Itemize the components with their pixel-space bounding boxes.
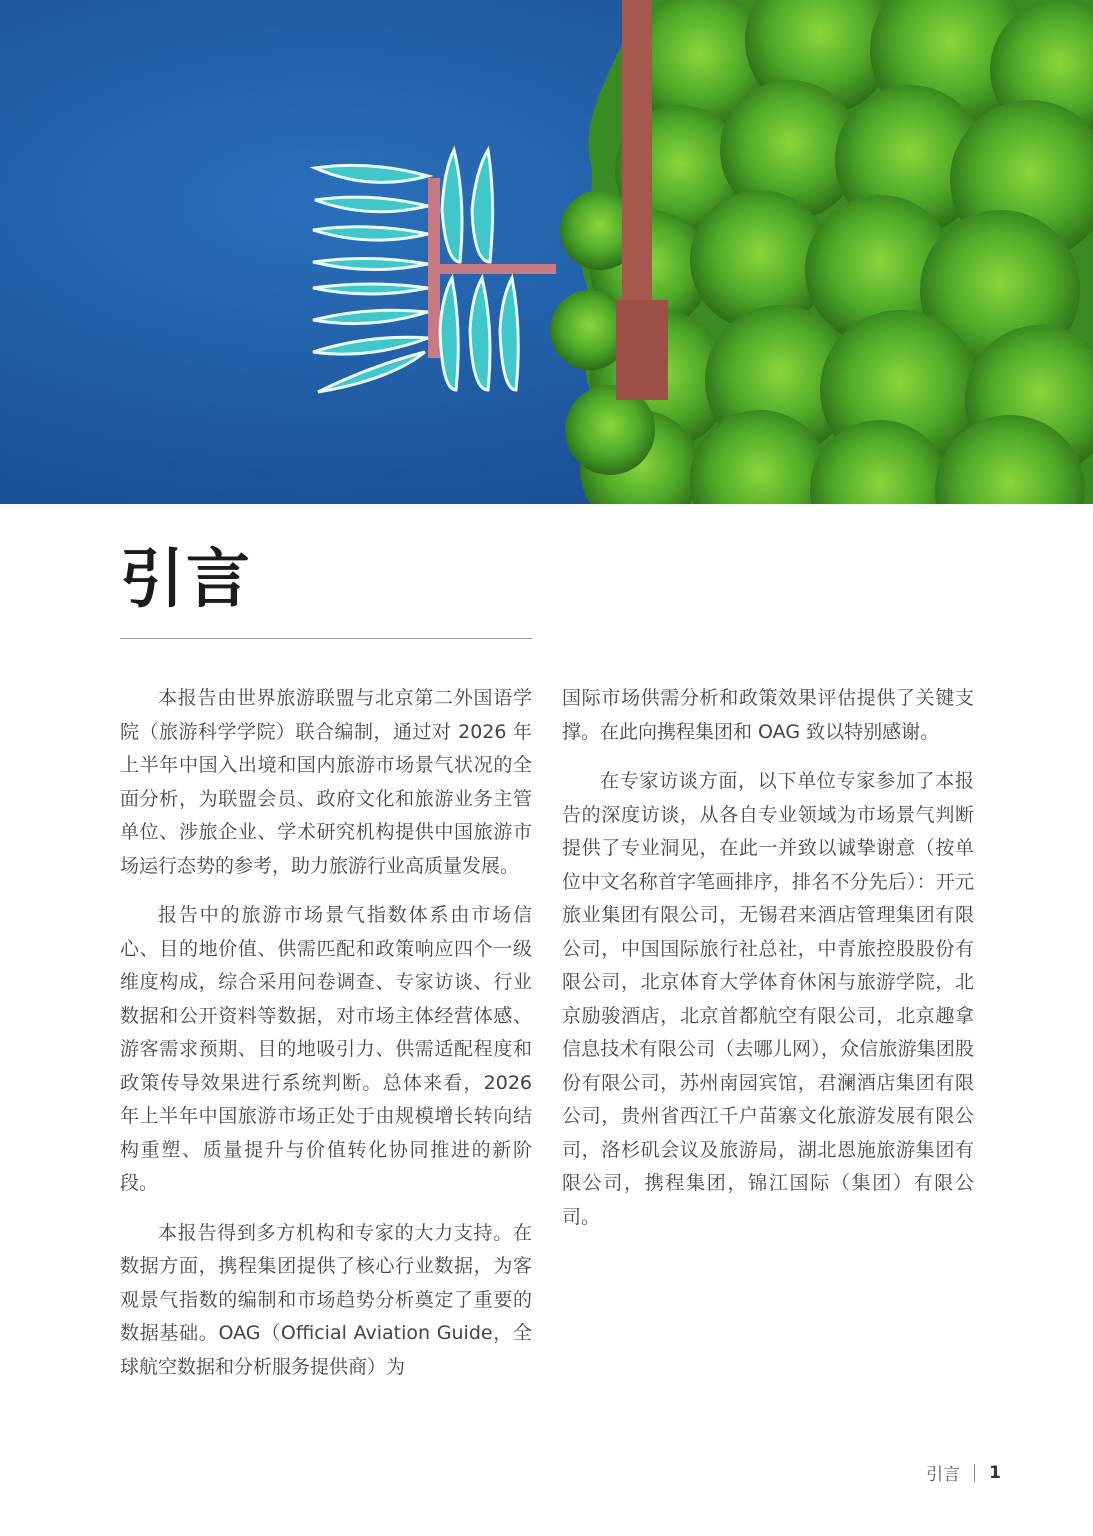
footer-divider — [974, 1464, 975, 1482]
title-divider — [120, 638, 532, 639]
paragraph: 本报告得到多方机构和专家的大力支持。在数据方面，携程集团提供了核心行业数据，为客观景气指数的编制和市场趋势分析奠定了重要的数据基础。OAG（Official Aviation Guide，全球航空数据和分析服务提供商）为 — [120, 1221, 532, 1378]
right-column — [562, 682, 974, 1250]
paragraph: 本报告由世界旅游联盟与北京第二外国语学院（旅游科学学院）联合编制，通过对 2026 年上半年中国入出境和国内旅游市场景气状况的全面分析，为联盟会员、政府文化和旅游业务主管单位、涉旅企业、学术研究机构提供中国旅游市场运行态势的参考，助力旅游行业高质量发展。 — [120, 687, 532, 877]
paragraph: 国际市场供需分析和政策效果评估提供了关键支撑。在此向携程集团和 OAG 致以特别感谢。 — [562, 687, 974, 743]
page-title: 引言 — [120, 542, 252, 617]
footer-section-label: 引言 — [926, 1465, 961, 1485]
left-column — [120, 682, 532, 1400]
hero-image — [0, 0, 1093, 504]
paragraph: 报告中的旅游市场景气指数体系由市场信心、目的地价值、供需匹配和政策响应四个一级维度构成，综合采用问卷调查、专家访谈、行业数据和公开资料等数据，对市场主体经营体感、游客需求预期、目的地吸引力、供需适配程度和政策传导效果进行系统判断。总体来看，2026 年上半年中国旅游市场正处于由规模增长转向结构重塑、质量提升与价值转化协同推进的新阶段。 — [120, 904, 532, 1194]
paragraph: 在专家访谈方面，以下单位专家参加了本报告的深度访谈，从各自专业领域为市场景气判断提供了专业洞见，在此一并致以诚挚谢意（按单位中文名称首字笔画排序，排名不分先后）：开元旅业集团有限公司，无锡君来酒店管理集团有限公司，中国国际旅行社总社，中青旅控股股份有限公司，北京体育大学体育休闲与旅游学院，北京励骏酒店，北京首都航空有限公司，北京趣拿信息技术有限公司（去哪儿网），众信旅游集团股份有限公司，苏州南园宾馆，君澜酒店集团有限公司，贵州省西江千户苗寨文化旅游发展有限公司，洛杉矶会议及旅游局，湖北恩施旅游集团有限公司，携程集团，锦江国际（集团）有限公司。 — [562, 770, 974, 1228]
page-footer — [926, 1460, 1001, 1485]
page-number: 1 — [989, 1462, 1001, 1483]
